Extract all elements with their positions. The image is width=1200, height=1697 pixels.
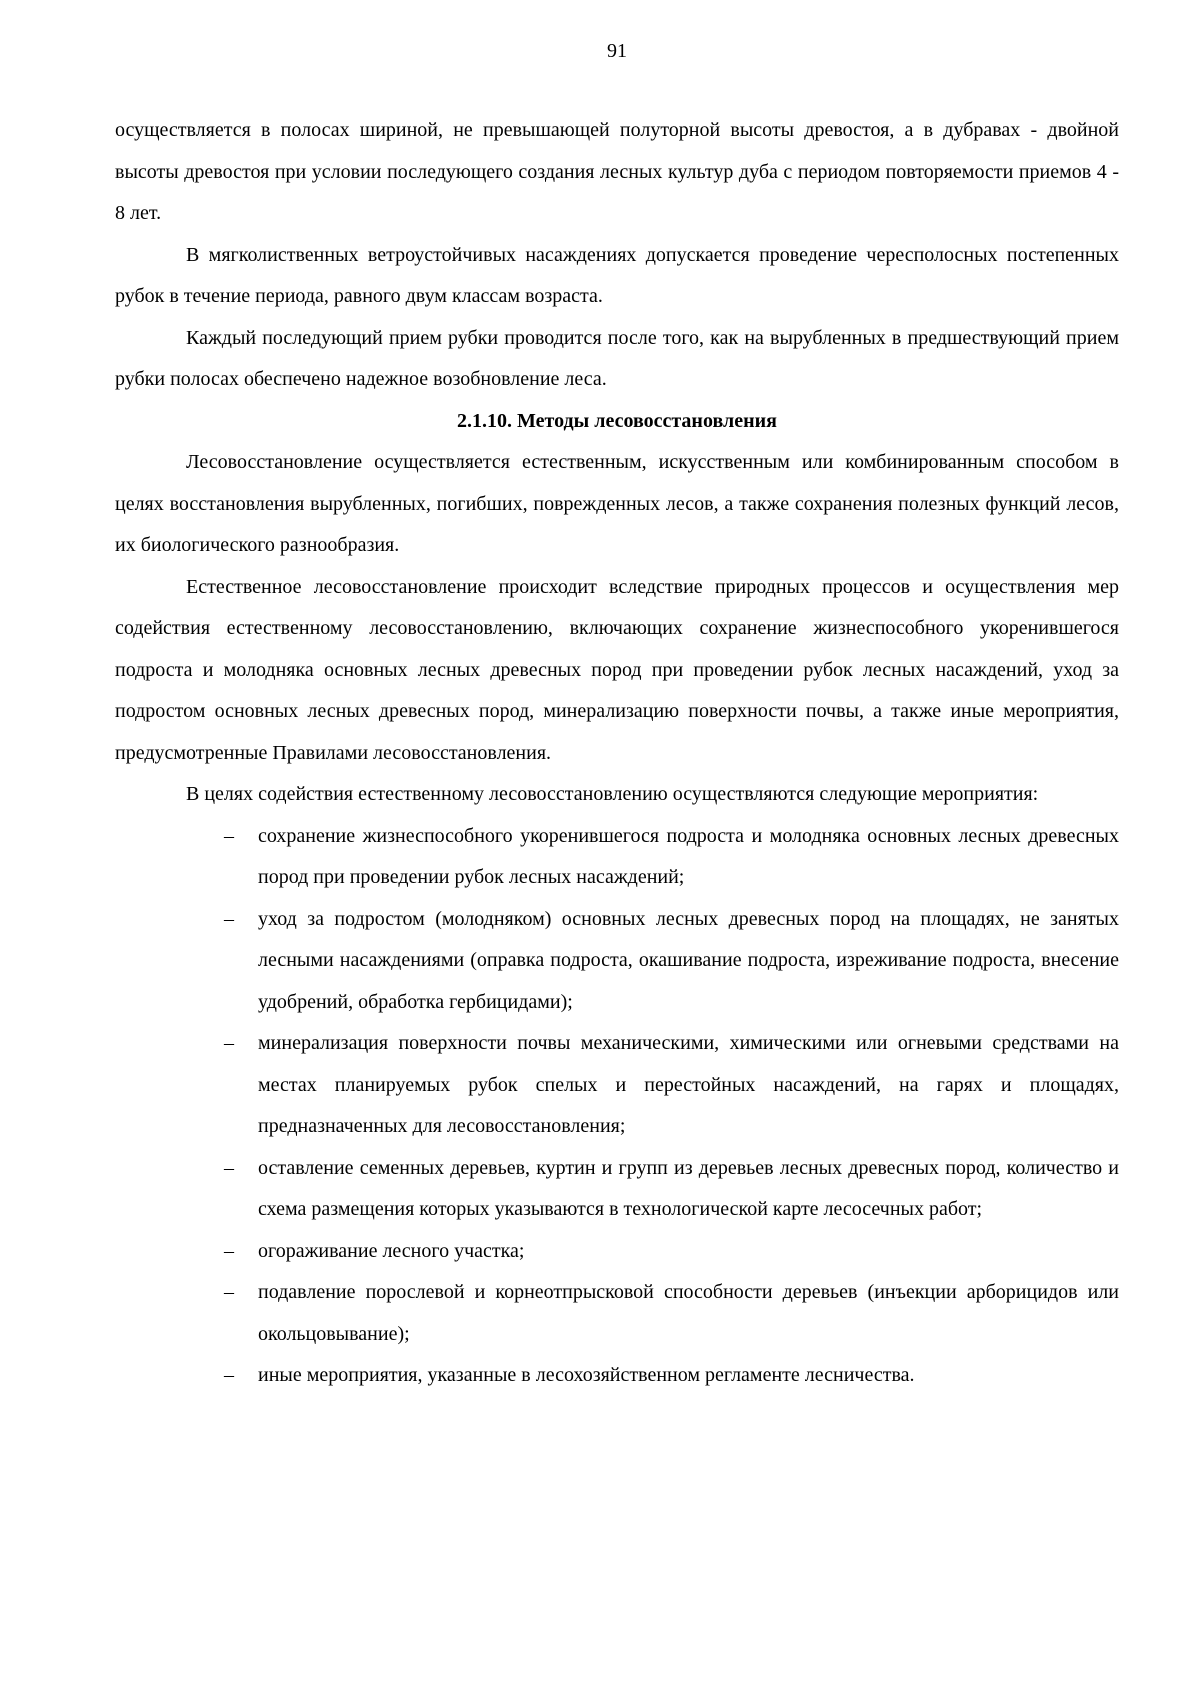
list-item — [224, 899, 1119, 1024]
list-item — [224, 1023, 1119, 1148]
dash-marker: – — [224, 1032, 234, 1054]
page-number: 91 — [607, 40, 627, 62]
paragraph-natural-reforestation: Естественное лесовосстановление происходит вследствие природных процессов и осуществления мер содействия естественному лесовосстановлению, включающих сохранение жизнеспособного укоренившегося подроста и молодняка основных лесных древесных пород при проведении рубок лесных насаждений, уход за подростом основных лесных древесных пород, минерализацию поверхности почвы, а также иные мероприятия, предусмотренные Правилами лесовосстановления. — [115, 575, 1119, 764]
paragraph-measures-intro: В целях содействия естественному лесовосстановлению осуществляются следующие мероприятия: — [186, 783, 1039, 805]
list-item — [224, 1148, 1119, 1231]
list-item-text: уход за подростом (молодняком) основных лесных древесных пород на площадях, не занятых лесными насаждениями (оправка подроста, окашивание подроста, изреживание подроста, внесение удобрений, обработка гербицидами); — [258, 907, 1119, 1013]
dash-marker: – — [224, 907, 234, 930]
list-item-text: сохранение жизнеспособного укоренившегося подроста и молодняка основных лесных древесных пород при проведении рубок лесных насаждений; — [258, 824, 1119, 888]
dash-marker: – — [224, 1364, 234, 1386]
paragraph-soft-leaved: В мягколиственных ветроустойчивых насаждениях допускается проведение чересполосных постепенных рубок в течение периода, равного двум классам возраста. — [115, 243, 1119, 307]
dash-marker: – — [224, 1281, 234, 1303]
dash-marker: – — [224, 824, 234, 847]
list-item — [224, 1355, 1119, 1397]
paragraph-continuation: осуществляется в полосах шириной, не превышающей полуторной высоты древостоя, а в дубравах - двойной высоты древостоя при условии последующего создания лесных культур дуба с периодом повторяемости приемов 4 - 8 лет. — [115, 119, 1119, 224]
dash-marker: – — [224, 1239, 234, 1262]
list-item-text: оставление семенных деревьев, куртин и групп из деревьев лесных древесных пород, количество и схема размещения которых указываются в технологической карте лесосечных работ; — [258, 1156, 1119, 1220]
document-page — [115, 38, 1119, 1397]
list-item — [224, 1272, 1119, 1355]
paragraph-reforestation-methods: Лесовосстановление осуществляется естественным, искусственным или комбинированным способом в целях восстановления вырубленных, погибших, поврежденных лесов, а также сохранения полезных функций лесов, их биологического разнообразия. — [115, 451, 1119, 556]
list-item — [224, 816, 1119, 899]
list-item-text: огораживание лесного участка; — [258, 1239, 525, 1262]
dash-marker: – — [224, 1156, 234, 1179]
list-item-text: подавление порослевой и корнеотпрысковой способности деревьев (инъекции арборицидов или окольцовывание); — [258, 1281, 1119, 1345]
list-item-text: иные мероприятия, указанные в лесохозяйственном регламенте лесничества. — [258, 1364, 915, 1386]
list-item — [224, 1231, 1119, 1273]
measures-list — [115, 816, 1119, 1397]
paragraph-next-felling: Каждый последующий прием рубки проводится после того, как на вырубленных в предшествующий прием рубки полосах обеспечено надежное возобновление леса. — [115, 326, 1119, 390]
section-heading: 2.1.10. Методы лесовосстановления — [457, 409, 777, 432]
list-item-text: минерализация поверхности почвы механическими, химическими или огневыми средствами на местах планируемых рубок спелых и перестойных насаждений, на гарях и площадях, предназначенных для лесовосстановления; — [258, 1032, 1119, 1137]
